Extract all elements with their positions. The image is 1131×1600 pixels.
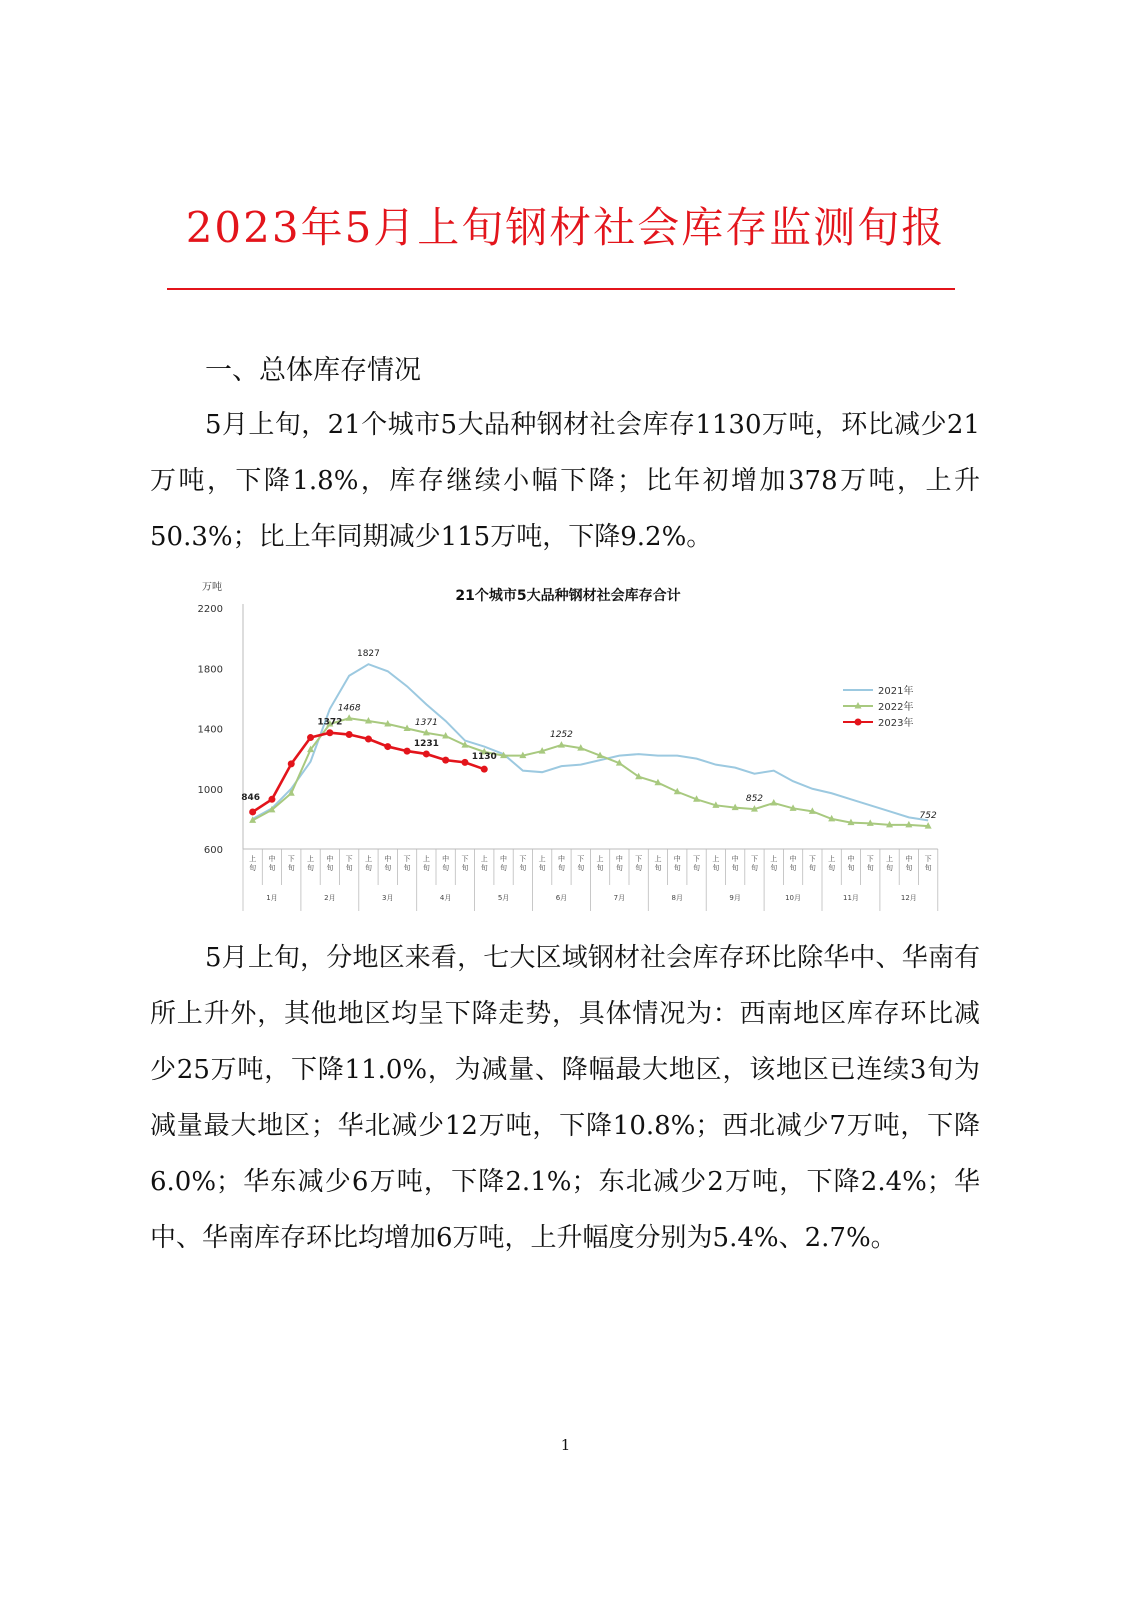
- x-decade-label: 中旬: [673, 855, 681, 872]
- x-decade-label: 上旬: [828, 855, 836, 872]
- y-tick-label: 600: [203, 845, 223, 856]
- paragraph-regional-inventory: 5月上旬，分地区来看，七大区域钢材社会库存环比除华中、华南有所上升外，其他地区均呈下降走势，具体情况为：西南地区库存环比减少25万吨，下降11.0%，为减量、降幅最大地区，该地区已连续3旬为减量最大地区；华北减少12万吨，下降10.8%；西北减少7万吨，下降6.0%；华东减少6万吨，下降2.1%；东北减少2万吨，下降2.4%；华中、华南库存环比均增加6万吨，上升幅度分别为5.4%、2.7%。: [150, 943, 980, 1253]
- x-decade-label: 中旬: [789, 855, 797, 872]
- x-decade-label: 下旬: [808, 855, 816, 872]
- legend-label: 2022年: [878, 702, 914, 713]
- x-decade-label: 中旬: [326, 855, 334, 872]
- x-decade-label: 上旬: [538, 855, 546, 872]
- x-decade-label: 中旬: [442, 855, 450, 872]
- data-label: 1372: [317, 717, 343, 728]
- x-decade-label: 上旬: [712, 855, 720, 872]
- legend-label: 2021年: [878, 686, 914, 697]
- data-label: 1827: [356, 649, 380, 660]
- x-decade-label: 下旬: [866, 855, 874, 872]
- data-point: [404, 748, 411, 755]
- document-title: 2023年5月上旬钢材社会库存监测旬报: [185, 203, 946, 252]
- legend-marker: [855, 719, 862, 726]
- data-point: [442, 757, 449, 764]
- x-month-label: 7月: [613, 894, 626, 902]
- x-decade-label: 上旬: [596, 855, 604, 872]
- x-month-label: 6月: [555, 894, 568, 902]
- series-line-2023年: [253, 733, 485, 812]
- data-point: [268, 796, 275, 803]
- x-decade-label: 下旬: [750, 855, 758, 872]
- x-decade-label: 上旬: [249, 855, 257, 872]
- data-point: [770, 799, 777, 806]
- x-month-label: 11月: [842, 894, 859, 902]
- data-point: [346, 731, 353, 738]
- data-point: [249, 808, 256, 815]
- page-number: 1: [560, 1436, 571, 1454]
- data-point: [365, 736, 372, 743]
- data-point: [558, 741, 565, 748]
- data-point: [384, 743, 391, 750]
- x-decade-label: 下旬: [287, 855, 295, 872]
- x-decade-label: 上旬: [422, 855, 430, 872]
- y-axis-unit: 万吨: [202, 582, 222, 593]
- data-label: 1130: [471, 752, 497, 763]
- x-decade-label: 下旬: [693, 855, 701, 872]
- x-decade-label: 中旬: [847, 855, 855, 872]
- x-month-label: 9月: [729, 894, 741, 902]
- x-decade-label: 上旬: [886, 855, 894, 872]
- data-label: 1252: [549, 730, 573, 741]
- series-line-2021年: [253, 664, 929, 820]
- x-decade-label: 下旬: [924, 855, 932, 872]
- x-decade-label: 中旬: [905, 855, 913, 872]
- x-month-label: 2月: [324, 894, 336, 902]
- x-month-label: 5月: [497, 894, 510, 902]
- chart-title: 21个城市5大品种钢材社会库存合计: [455, 588, 681, 604]
- x-decade-label: 上旬: [770, 855, 778, 872]
- x-decade-label: 下旬: [635, 855, 643, 872]
- x-decade-label: 中旬: [615, 855, 623, 872]
- data-label: 1371: [414, 717, 438, 728]
- x-decade-label: 上旬: [307, 855, 315, 872]
- x-decade-label: 中旬: [500, 855, 508, 872]
- data-point: [481, 766, 488, 773]
- title-divider: [167, 288, 955, 290]
- section-heading: 一、总体库存情况: [205, 355, 421, 386]
- x-decade-label: 下旬: [345, 855, 353, 872]
- x-month-label: 10月: [785, 894, 802, 902]
- data-point: [346, 714, 353, 721]
- x-decade-label: 中旬: [384, 855, 392, 872]
- x-decade-label: 上旬: [654, 855, 662, 872]
- legend-label: 2023年: [878, 718, 914, 729]
- x-decade-label: 上旬: [364, 855, 372, 872]
- x-month-label: 1月: [266, 894, 278, 902]
- x-decade-label: 下旬: [403, 855, 411, 872]
- x-decade-label: 下旬: [461, 855, 469, 872]
- x-decade-label: 中旬: [557, 855, 565, 872]
- data-point: [423, 750, 430, 757]
- y-tick-label: 1800: [197, 664, 223, 676]
- data-point: [288, 760, 295, 767]
- y-tick-label: 2200: [197, 604, 223, 615]
- x-month-label: 4月: [439, 894, 452, 902]
- x-decade-label: 中旬: [731, 855, 739, 872]
- x-month-label: 12月: [900, 894, 917, 902]
- data-point: [307, 734, 314, 741]
- data-point: [461, 759, 468, 766]
- data-label: 1231: [413, 738, 439, 749]
- y-tick-label: 1000: [197, 784, 223, 796]
- data-label: 752: [919, 811, 937, 822]
- x-decade-label: 下旬: [577, 855, 585, 872]
- data-point: [326, 729, 333, 736]
- x-decade-label: 中旬: [268, 855, 276, 872]
- data-label: 1468: [337, 703, 361, 714]
- paragraph-total-inventory: 5月上旬，21个城市5大品种钢材社会库存1130万吨，环比减少21万吨，下降1.8%，库存继续小幅下降；比年初增加378万吨，上升50.3%；比上年同期减少115万吨，下降9.2%。: [150, 410, 980, 552]
- inventory-line-chart: [190, 578, 950, 923]
- x-decade-label: 上旬: [480, 855, 488, 872]
- x-month-label: 8月: [671, 894, 683, 902]
- data-label: 852: [745, 794, 764, 805]
- x-decade-label: 下旬: [519, 855, 527, 872]
- data-label: 846: [241, 792, 261, 803]
- y-tick-label: 1400: [197, 724, 223, 736]
- x-month-label: 3月: [382, 894, 394, 902]
